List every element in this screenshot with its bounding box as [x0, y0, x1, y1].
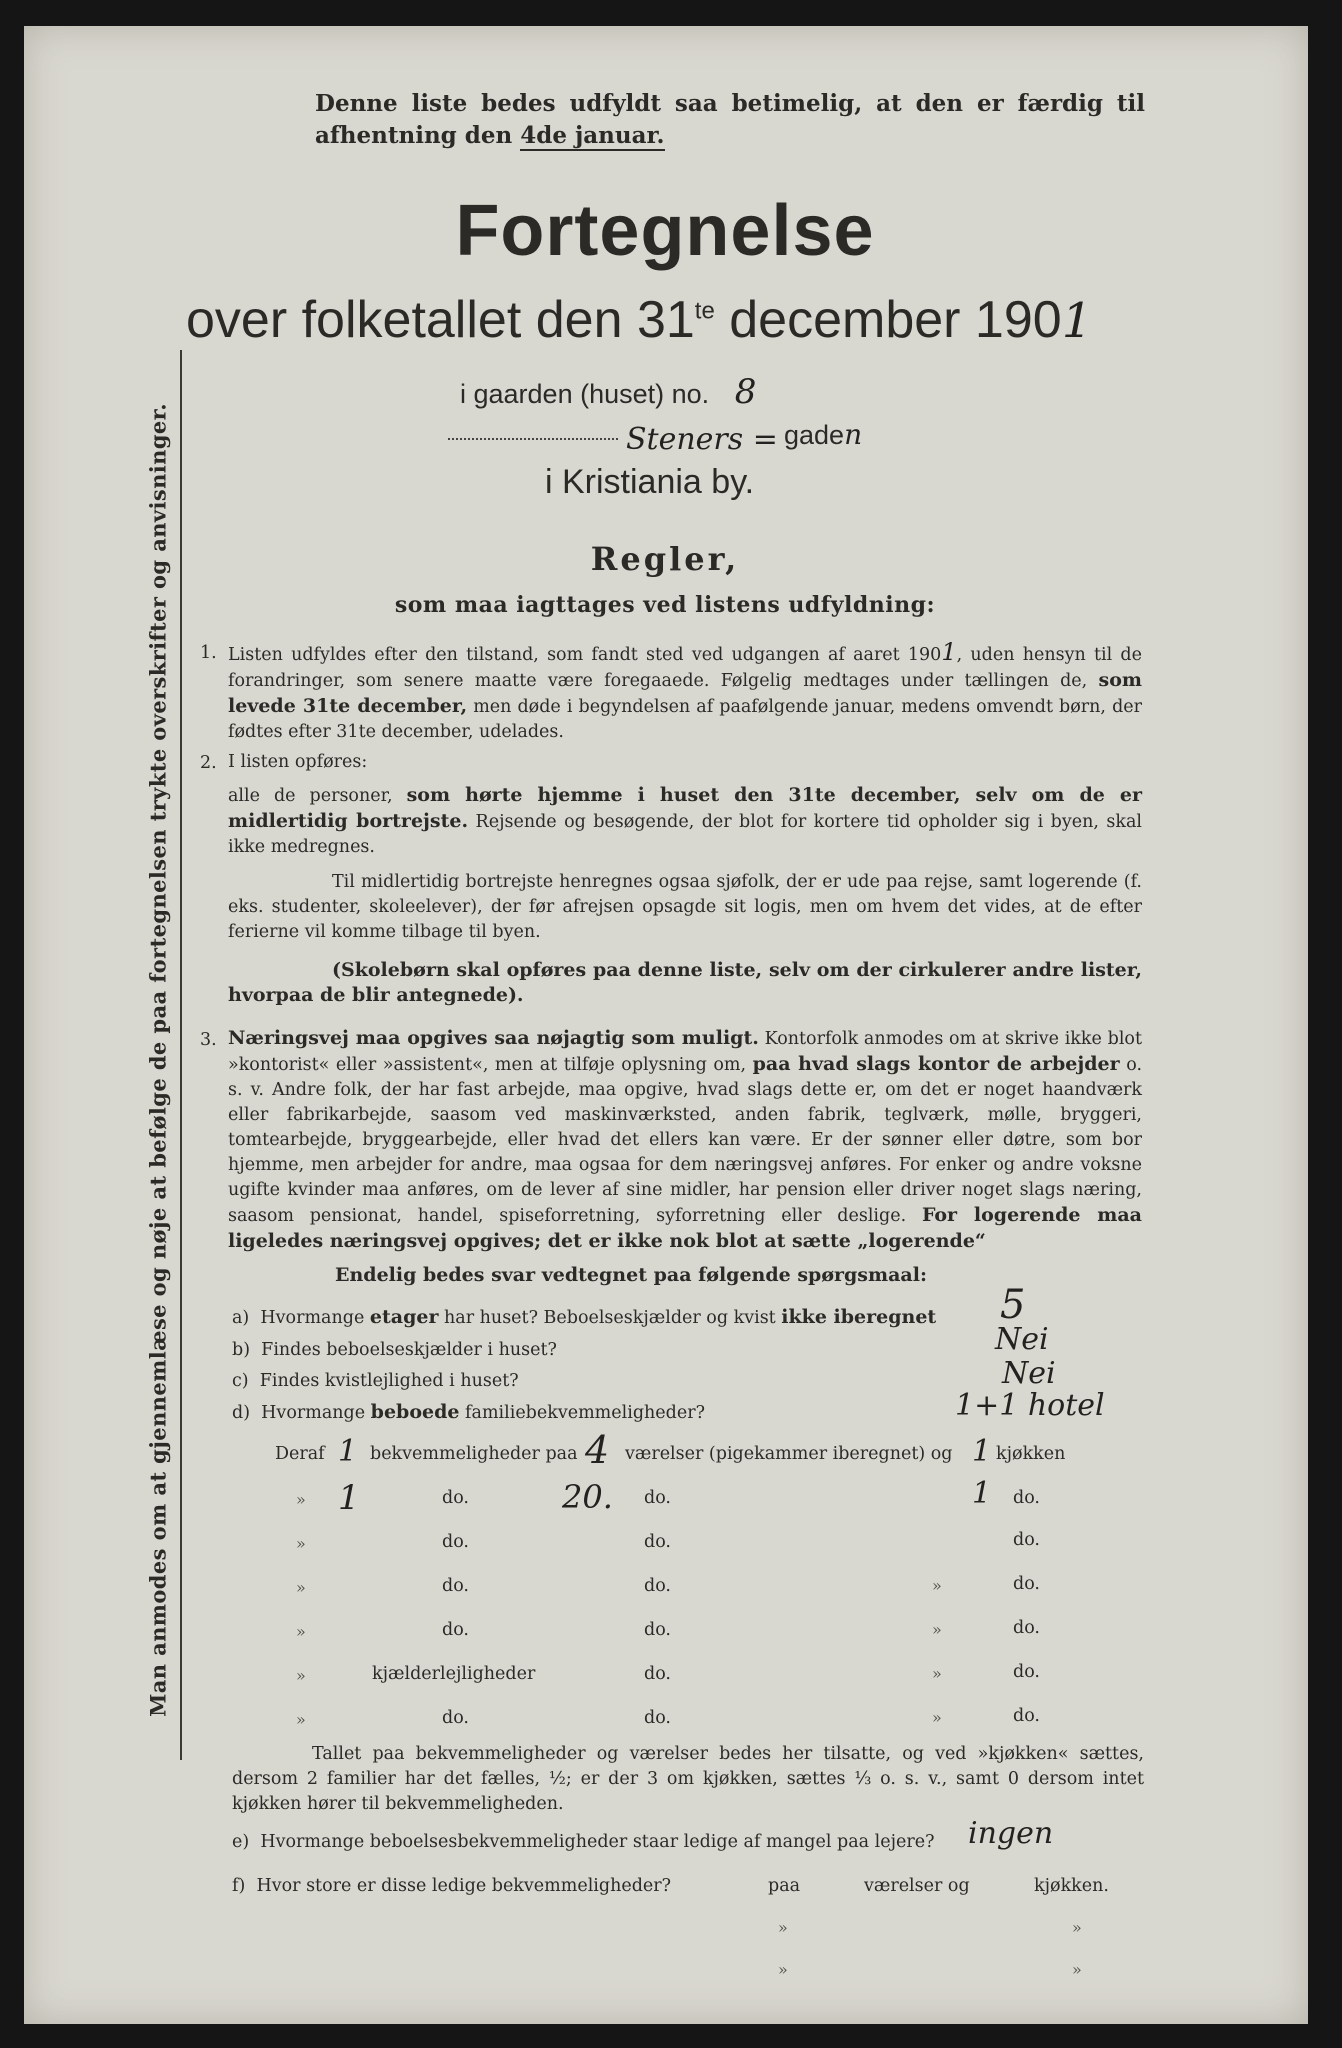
do-cell: do. [1013, 1530, 1040, 1550]
row-2-count: 1 [338, 1478, 360, 1518]
row-1-rooms: 4 [585, 1428, 610, 1472]
do-cell: do. [1013, 1618, 1040, 1638]
do-cell: do. [1013, 1706, 1040, 1726]
answer-c: Nei [1002, 1356, 1056, 1391]
row-1-kitchen: 1 [972, 1434, 992, 1469]
rule-1-number: 1. [200, 643, 217, 663]
street-line: Steners = gaden [448, 418, 862, 451]
ditto-mark: » [296, 1490, 306, 1509]
answer-d: 1+1 hotel [955, 1388, 1105, 1423]
page-title: Fortegnelse [455, 191, 875, 271]
side-note-text: Man anmodes om at gjennemlæse og nøje at befølge de paa fortegnelsen trykte overskrifter og anvisninger. [145, 403, 171, 1717]
question-b: b) Findes beboelseskjælder i huset? [232, 1340, 557, 1360]
do-cell: do. [644, 1708, 671, 1728]
ditto-mark: » [932, 1664, 942, 1683]
ditto-mark: » [932, 1708, 942, 1727]
do-cell: do. [442, 1532, 469, 1552]
ditto-mark: » [296, 1710, 306, 1729]
f-vaerelser-label: værelser og [864, 1876, 970, 1896]
intro-line-1: Denne liste bedes udfyldt saa betimelig, at den er færdig til [315, 90, 1145, 117]
answer-a: 5 [1000, 1282, 1026, 1328]
do-cell: do. [644, 1664, 671, 1684]
intro-notice [315, 88, 1145, 152]
do-cell: do. [644, 1532, 671, 1552]
ditto-mark: » [1072, 1918, 1082, 1937]
question-c: c) Findes kvistlejlighed i huset? [232, 1371, 519, 1391]
rule-2-number: 2. [200, 753, 217, 773]
do-cell: do. [442, 1708, 469, 1728]
question-a: a) Hvormange etager har huset? Beboelseskjælder og kvist ikke iberegnet [232, 1306, 937, 1328]
do-cell: do. [644, 1576, 671, 1596]
city-line: i Kristiania by. [545, 463, 755, 501]
do-cell: do. [442, 1576, 469, 1596]
intro-line-2: afhentning den 4de januar. [315, 122, 665, 149]
bekv-label: bekvemmeligheder paa [370, 1444, 578, 1464]
rule-2-school-note: (Skolebørn skal opføres paa denne liste, selv om der cirkulerer andre lister, hvorpaa de blir antegnede). [228, 959, 1142, 1006]
f-paa-label: paa [768, 1876, 801, 1896]
rules-heading: Regler, [590, 540, 740, 578]
rule-2-heading: I listen opføres: [228, 752, 368, 772]
ditto-mark: » [932, 1620, 942, 1639]
row-2-kitchen: 1 [972, 1476, 992, 1511]
house-number-line: i gaarden (huset) no. 8 [460, 372, 757, 412]
handwritten-house-number: 8 [734, 372, 757, 412]
kjokken-label: kjøkken [996, 1444, 1066, 1464]
do-cell: do. [1013, 1574, 1040, 1594]
ditto-mark: » [296, 1578, 306, 1597]
do-cell: do. [442, 1620, 469, 1640]
ditto-mark: » [296, 1622, 306, 1641]
do-cell: do. [644, 1620, 671, 1640]
ditto-mark: » [1072, 1960, 1082, 1979]
side-note [138, 360, 178, 1760]
page-subtitle: over folketallet den $31^{te}$ december 1901 [186, 291, 1093, 349]
rule-1-text: Listen udfyldes efter den tilstand, som fandt sted ved udgangen af aaret 1901, uden hensyn til de forandringer, som senere maatte være foregaaede. Følgelig medtages under tællingen de, som levede 31te december, men døde i begyndelsen af paafølgende januar, medens omvendt børn, der fødtes efter 31te december, udelades. [228, 638, 1142, 742]
do-cell: do. [1013, 1662, 1040, 1682]
rule-2-note: Til midlertidig bortrejste henregnes ogsaa sjøfolk, der er ude paa rejse, samt logerende (f. eks. studenter, skoleelever), der før afrejsen opsagde sit logis, men om hvem det vides, at de efter ferierne vil komme tilbage til byen. [228, 872, 1142, 942]
deraf-label: Deraf [275, 1444, 325, 1464]
tallet-note: Tallet paa bekvemmeligheder og værelser bedes her tilsatte, og ved »kjøkken« sættes, dersom 2 familier har det fælles, ½; er der 3 om kjøkken, sættes ⅓ o. s. v., samt 0 dersom intet kjøkken hører til bekvemmeligheden. [232, 1744, 1144, 1814]
do-cell: do. [1013, 1488, 1040, 1508]
ditto-mark: » [296, 1666, 306, 1685]
answer-e: ingen [968, 1816, 1054, 1851]
kjaelder-label: kjælderlejligheder [372, 1664, 536, 1684]
vaerelser-label: værelser (pigekammer iberegnet) og [625, 1444, 953, 1464]
side-divider [180, 350, 182, 1760]
row-2-rooms: 20. [562, 1478, 613, 1516]
question-f: f) Hvor store er disse ledige bekvemmeligheder? [232, 1876, 672, 1896]
pickup-date: 4de januar. [520, 122, 665, 149]
ditto-mark: » [932, 1576, 942, 1595]
do-cell: do. [442, 1488, 469, 1508]
f-kjokken-label: kjøkken. [1034, 1876, 1109, 1896]
handwritten-year: 1 [1061, 293, 1093, 349]
ditto-mark: » [296, 1534, 306, 1553]
ditto-mark: » [778, 1960, 788, 1979]
do-cell: do. [644, 1488, 671, 1508]
row-1-count: 1 [338, 1434, 358, 1469]
rule-3-number: 3. [200, 1030, 217, 1050]
handwritten-street: Steners = [626, 422, 778, 457]
ditto-mark: » [778, 1918, 788, 1937]
rule-3-text: Næringsvej maa opgives saa nøjagtig som muligt. Kontorfolk anmodes om at skrive ikke blot »kontorist« eller »assistent«, men at tilføje oplysning om, paa hvad slags kontor de arbejder o. s. v. Andre folk, der har fast arbejde, maa opgive, hvad slags dette er, om det er noget haandværk eller fabrikarbejde, saasom ved maskinværksted, anden fabrik, teglværk, mølle, bryggeri, tomtearbejde, bryggearbejde, eller hvad det ellers kan være. Er der sønner eller døtre, som bor hjemme, men arbejder for andre, maa ogsaa for dem næringsvej anføres. For enker og andre voksne ugifte kvinder maa anføres, om de lever af sine midler, har pension eller driver noget slags næring, saasom pensionat, handel, spiseforretning, syforretning eller deslige. For logerende maa ligeledes næringsvej opgives; det er ikke nok blot at sætte „logerende“ [228, 1027, 1143, 1252]
rule-2-text: alle de personer, som hørte hjemme i huset den 31te december, selv om de er midlertidig bortrejste. Rejsende og besøgende, der blot for kortere tid opholder sig i byen, skal ikke medregnes. [228, 784, 1142, 857]
answer-b: Nei [995, 1322, 1049, 1357]
rules-subheading: som maa iagttages ved listens udfyldning: [394, 592, 936, 618]
question-d: d) Hvormange beboede familiebekvemmeligheder? [232, 1401, 705, 1423]
questions-heading: Endelig bedes svar vedtegnet paa følgende spørgsmaal: [335, 1264, 927, 1286]
question-e: e) Hvormange beboelsesbekvemmeligheder staar ledige af mangel paa lejere? [232, 1832, 935, 1852]
